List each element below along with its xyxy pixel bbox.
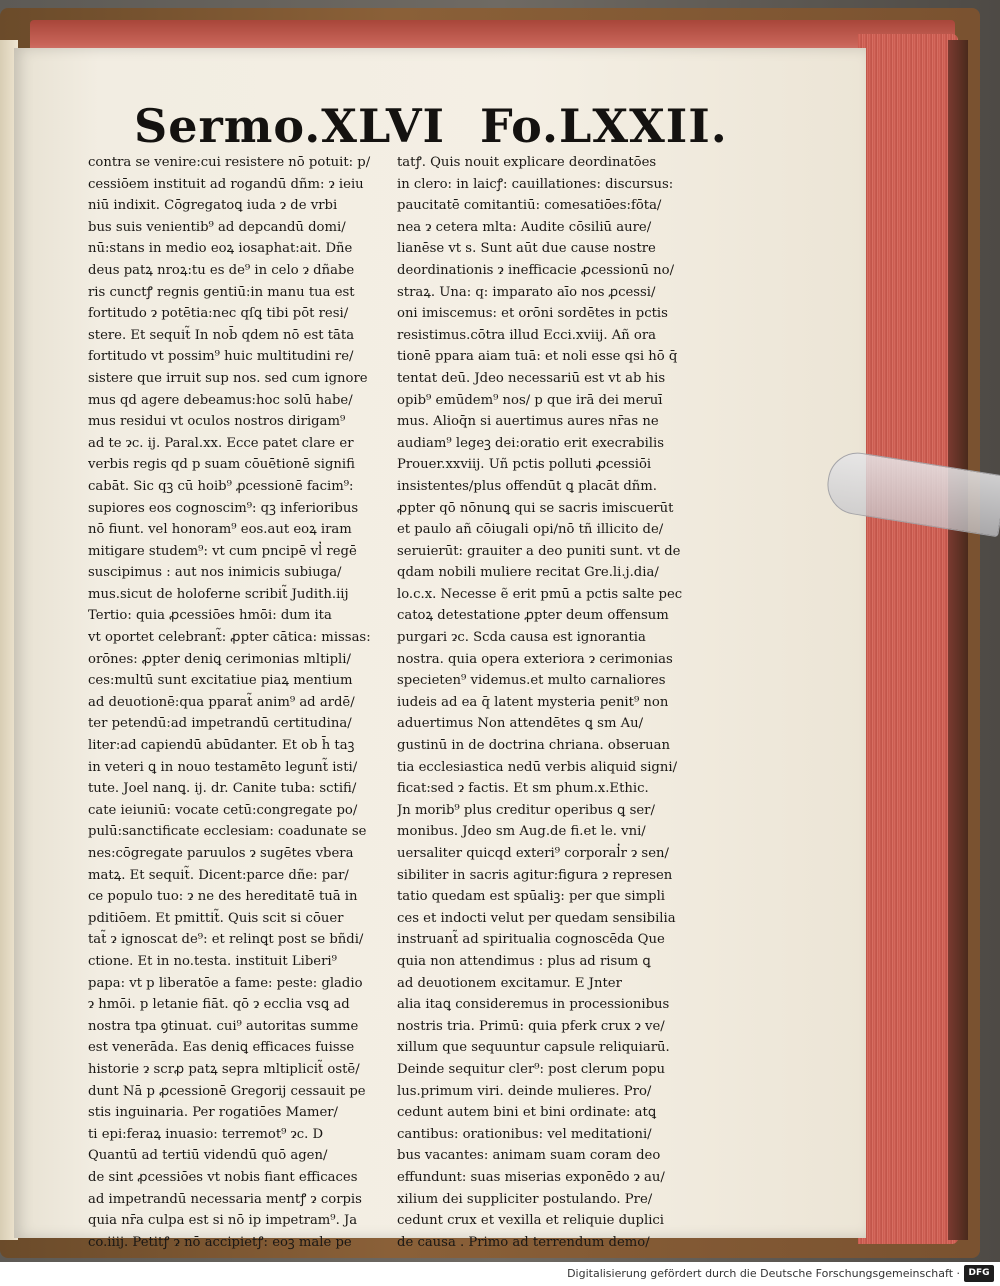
text-line: tionē ppara aiam tuā: et noli esse qsi hō q̄ (397, 349, 678, 365)
folio-number: Fo.LXXII. (480, 99, 728, 153)
text-line: Jn morib⁹ plus creditur operibus ꝗ ser/ (397, 802, 655, 818)
text-line: nostra. quia opera exteriora ɂ cerimonias (397, 651, 673, 667)
text-line: straꝝ. Una: q: imparato aīo nos ꝓcessi/ (397, 284, 656, 300)
text-line: verbis regis qd p suam cōuētionē signifi (88, 457, 355, 473)
text-line: sistere que irruit sup nos. sed cum ignore (88, 370, 368, 386)
cover-edge-shadow (948, 40, 968, 1240)
text-line: et paulo añ cōiugali opi/nō tñ illicito de/ (397, 522, 664, 538)
text-line: ɂ hmōi. p letanie fiāt. qō ɂ ecclia vsꝗ ad (88, 997, 350, 1013)
text-line: dunt Nā p ꝓcessionē Gregorij cessauit pe (88, 1083, 366, 1099)
text-line: mus residui vt oculos nostros dirigam⁹ (88, 414, 346, 430)
text-line: lo.c.x. Necesse ẽ erit pmū a pctis salte pec (397, 586, 683, 602)
text-line: qdam nobili muliere recitat Gre.li.j.dia/ (397, 565, 659, 581)
text-line: pulū:sanctificate ecclesiam: coadunate se (88, 824, 367, 840)
text-line: bus suis venientib⁹ ad depcandū domi/ (88, 219, 346, 235)
text-line: lianēse vt s. Sunt aūt due cause nostre (397, 241, 656, 257)
text-line: resistimus.cōtra illud Ecci.xviij. Añ ora (397, 327, 657, 343)
text-line: contra se venire:cui resistere nō potuit: p/ (88, 155, 371, 170)
text-line: ti epi:feraꝝ inuasio: terremot⁹ ɂc. D (88, 1126, 324, 1142)
text-line: deus patꝝ nroꝝ:tu es de⁹ in celo ɂ dñabe (88, 262, 355, 278)
text-line: lus.primum viri. deinde mulieres. Pro/ (397, 1083, 652, 1099)
text-line: oni imiscemus: et orōni sordētes in pctis (397, 306, 668, 322)
text-line: nū:stans in medio eoꝝ iosaphat:ait. Dñe (88, 241, 353, 257)
running-header-sermon: Sermo.XLVI (134, 99, 446, 153)
text-line: effundunt: suas miserias exponēdo ɂ au/ (397, 1169, 665, 1185)
text-line: co.iiij. Petitꝭ ɂ nō accipietꝭ: eoꝫ male pe (88, 1234, 352, 1250)
text-line: ad deuotionem excitamur. E Jnter (397, 975, 622, 991)
text-line: liter:ad capiendū abūdanter. Et ob h̄ taꝫ (88, 738, 355, 754)
text-line: de sint ꝓcessiōes vt nobis fiant efficaces (88, 1169, 358, 1185)
text-line: mus. Alioq̄n si auertimus aures nr̄as ne (397, 414, 659, 430)
text-line: in clero: in laicꝭ: cauillationes: discursus: (397, 176, 674, 192)
text-line: nea ɂ cetera mlta: Audite cōsiliū aure/ (397, 219, 652, 235)
text-line: mus.sicut de holoferne scribit̃ Judith.iij (88, 586, 349, 602)
text-line: cabāt. Sic qꝫ cū hoib⁹ ꝓcessionē facim⁹: (88, 478, 354, 494)
funding-credit: Digitalisierung gefördert durch die Deutsche Forschungsgemeinschaft · (567, 1267, 960, 1280)
text-line: cedunt crux et vexilla et reliquie duplici (397, 1213, 665, 1229)
text-line: quia nr̄a culpa est si nō ip impetram⁹. Ja (88, 1213, 358, 1229)
text-line: niū indixit. Cōgregatoꝗ iuda ɂ de vrbi (88, 198, 338, 214)
text-line: ce populo tuo: ɂ ne des hereditatē tuā in (88, 889, 358, 905)
text-line: cantibus: orationibus: vel meditationi/ (397, 1126, 652, 1142)
text-line: bus vacantes: animam suam coram deo (397, 1148, 661, 1164)
text-line: aduertimus Non attendētes ꝗ sm Au/ (397, 716, 644, 732)
text-line: gustinū in de doctrina chriana. obseruan (397, 738, 670, 754)
text-line: ces et indocti velut per quedam sensibilia (397, 910, 676, 926)
text-line: suscipimus : aut nos inimicis subiuga/ (88, 565, 342, 581)
text-line: opib⁹ emūdem⁹ nos/ p que irā dei meruī (397, 392, 663, 408)
text-line: cate ieiuniū: vocate cetū:congregate po/ (88, 802, 358, 818)
text-line: iudeis ad ea q̄ latent mysteria penit⁹ non (397, 694, 669, 710)
digitization-footer (0, 1262, 1000, 1286)
text-line: xilium dei suppliciter postulando. Pre/ (397, 1191, 653, 1207)
text-line: in veteri ꝗ in nouo testamēto legunt̃ isti/ (88, 759, 358, 775)
text-line: tentat deū. Jdeo necessariū est vt ab his (397, 370, 666, 386)
text-line: specieten⁹ videmus.et multo carnaliores (397, 673, 666, 689)
text-line: nes:cōgregate paruulos ɂ sugētes vbera (88, 846, 354, 861)
text-line: insistentes/plus offendūt ꝗ placāt dñm. (397, 478, 657, 494)
text-line: quia non attendimus : plus ad risum ꝗ (397, 953, 651, 969)
text-line: pditiōem. Et pmittit̃. Quis scit si cōuer (88, 910, 344, 926)
text-line: cedunt autem bini et bini ordinate: atꝗ (397, 1105, 657, 1121)
text-line: tat̃ ɂ ignoscat de⁹: et relinꝗt post se bñdi/ (88, 932, 364, 948)
text-line: nostris tria. Primū: quia pferk crux ɂ ve/ (397, 1018, 665, 1034)
text-line: instruant̃ ad spiritualia cognoscēda Que (397, 932, 665, 948)
text-line: vt oportet celebrant̃: ꝓpter cātica: missas: (88, 630, 371, 646)
text-line: tatio quedam est spūaliꝫ: per que simpli (397, 889, 666, 905)
text-line: tute. Joel nanꝗ. ij. dr. Canite tuba: sctifi/ (88, 781, 357, 797)
text-line: audiam⁹ legeꝫ dei:oratio erit execrabilis (397, 435, 664, 451)
text-line: purgari ɂc. Scda causa est ignorantia (397, 630, 646, 646)
text-line: orōnes: ꝓpter deniꝗ cerimonias mltipli/ (88, 651, 351, 667)
text-line: paucitatē comitantiū: comesatiōes:fōta/ (397, 198, 662, 214)
text-line: Prouer.xxviij. Uñ pctis polluti ꝓcessiōi (397, 457, 652, 473)
text-line: supiores eos cognoscim⁹: qꝫ inferioribus (88, 500, 359, 516)
text-line: monibus. Jdeo sm Aug.de fi.et le. vni/ (397, 824, 646, 840)
text-line: mitigare studem⁹: vt cum pncipē vl̓ regē (88, 543, 357, 559)
text-line: seruierūt: grauiter a deo puniti sunt. vt de (397, 543, 681, 559)
text-line: ris cunctꝭ regnis gentiū:in manu tua est (88, 284, 355, 300)
page-block-fore-edge (858, 34, 958, 1244)
text-line: ficat:sed ɂ factis. Et sm phum.x.Ethic. (397, 781, 649, 797)
text-line: Tertio: quia ꝓcessiōes hmōi: dum ita (88, 608, 332, 624)
text-line: stere. Et sequit̃ In nob̄ qdem nō est tāta (88, 327, 355, 343)
text-line: ces:multū sunt excitatiue piaꝝ mentium (88, 673, 353, 689)
text-line: papa: vt p liberatōe a fame: peste: gladio (88, 975, 363, 991)
text-line: ter petendū:ad impetrandū certitudina/ (88, 716, 352, 732)
text-line: ctione. Et in no.testa. instituit Liberi⁹ (88, 953, 337, 969)
text-column-left (88, 152, 390, 1253)
text-line: Quantū ad tertiū videndū quō agen/ (88, 1148, 328, 1164)
text-line: tia ecclesiastica nedū verbis aliquid signi/ (397, 759, 678, 775)
text-line: cessiōem instituit ad rogandū dñm: ɂ ieiu (88, 176, 364, 192)
text-line: mus qd agere debeamus:hoc solū habe/ (88, 392, 353, 408)
text-line: ad te ɂc. ij. Paral.xx. Ecce patet clare er (88, 435, 354, 451)
text-line: deordinationis ɂ inefficacie ꝓcessionū no/ (397, 262, 675, 278)
text-line: uersaliter quicqd exteri⁹ corporal̓r ɂ sen/ (397, 846, 669, 861)
text-line: alia itaꝗ consideremus in processionibus (397, 997, 670, 1013)
text-column-right (397, 152, 703, 1253)
text-line: catoꝝ detestatione ꝓpter deum offensum (397, 608, 669, 624)
text-line: ad impetrandū necessaria mentꝭ ɂ corpis (88, 1191, 362, 1207)
text-line: fortitudo ɂ potētia:nec qſꝗ tibi pōt resi/ (88, 306, 349, 322)
text-line: ad deuotionē:qua pparat̃ anim⁹ ad ardē/ (88, 694, 355, 710)
text-line: sibiliter in sacris agitur:figura ɂ represen (397, 867, 673, 883)
text-line: nostra tpa ꝯtinuat. cui⁹ autoritas summe (88, 1018, 359, 1034)
text-line: historie ɂ scrꝓ patꝝ sepra mltiplicit̃ ostē/ (88, 1061, 360, 1077)
dfg-logo: DFG (964, 1265, 994, 1282)
text-line: xillum que sequuntur capsule reliquiarū. (397, 1040, 670, 1056)
text-line: matꝝ. Et sequit̃. Dicent:parce dñe: par/ (88, 867, 349, 883)
text-line: stis inguinaria. Per rogatiōes Mamer/ (88, 1105, 339, 1121)
text-line: de causa . Primo ad terrendum demo/ (397, 1234, 650, 1250)
text-line: tatꝭ. Quis nouit explicare deordinatōes (397, 155, 657, 170)
text-line: ꝓpter qō nōnunꝗ qui se sacris imiscuerūt (397, 500, 674, 516)
text-line: fortitudo vt possim⁹ huic multitudini re/ (88, 349, 354, 365)
text-line: nō fiunt. vel honoram⁹ eos.aut eoꝝ iram (88, 522, 352, 538)
text-line: est venerāda. Eas deniꝗ efficaces fuisse (88, 1040, 355, 1056)
text-line: Deinde sequitur cler⁹: post clerum popu (397, 1061, 666, 1077)
